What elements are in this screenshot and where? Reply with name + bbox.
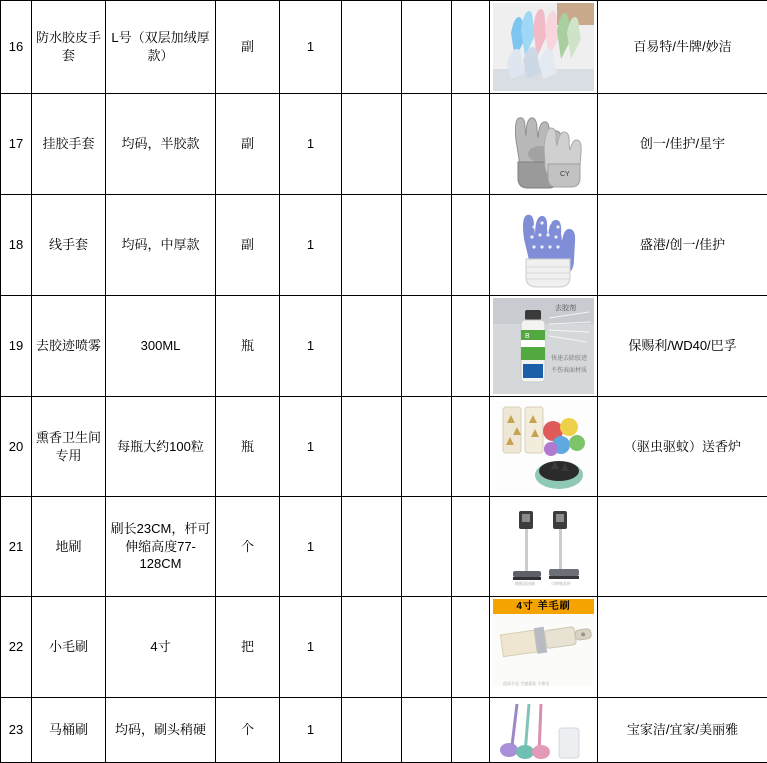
row-spec: 均码，中厚款 bbox=[106, 195, 216, 296]
row-brand bbox=[598, 397, 767, 497]
row-col-g bbox=[452, 1, 490, 94]
row-image-cell bbox=[490, 497, 598, 597]
toilet-brush-photo bbox=[493, 700, 594, 760]
row-col-e bbox=[342, 94, 402, 195]
table-row bbox=[1, 1, 767, 94]
row-col-g bbox=[452, 497, 490, 597]
row-brand: 百易特/牛牌/妙洁 bbox=[598, 1, 767, 94]
row-unit: 把 bbox=[216, 597, 280, 698]
row-col-f bbox=[402, 195, 452, 296]
row-name: 去胶迹喷雾 bbox=[32, 296, 106, 397]
row-image-cell bbox=[490, 94, 598, 195]
row-col-f bbox=[402, 397, 452, 497]
row-col-g bbox=[452, 94, 490, 195]
row-col-e bbox=[342, 698, 402, 763]
table-row bbox=[1, 497, 767, 597]
svg-text:去胶剂: 去胶剂 bbox=[555, 303, 576, 312]
wool-brush-caption: 4寸 羊毛刷 bbox=[493, 599, 594, 614]
row-qty: 1 bbox=[280, 397, 342, 497]
table-row bbox=[1, 698, 767, 763]
row-image-cell bbox=[490, 397, 598, 497]
row-image-cell bbox=[490, 597, 598, 698]
row-unit: 副 bbox=[216, 1, 280, 94]
floor-brush-photo bbox=[493, 507, 594, 587]
row-col-e bbox=[342, 296, 402, 397]
row-image-cell bbox=[490, 296, 598, 397]
row-col-f bbox=[402, 1, 452, 94]
row-qty: 1 bbox=[280, 195, 342, 296]
row-name: 小毛刷 bbox=[32, 597, 106, 698]
row-qty: 1 bbox=[280, 597, 342, 698]
row-col-f bbox=[402, 296, 452, 397]
row-spec: 均码，刷头稍硬 bbox=[106, 698, 216, 763]
row-name: 马桶刷 bbox=[32, 698, 106, 763]
row-col-f bbox=[402, 94, 452, 195]
row-brand bbox=[598, 597, 767, 698]
row-col-g bbox=[452, 296, 490, 397]
row-name: 防水胶皮手套 bbox=[32, 1, 106, 94]
svg-text:优质羊毛 手感柔软 不掉毛: 优质羊毛 手感柔软 不掉毛 bbox=[503, 680, 549, 686]
row-col-f bbox=[402, 597, 452, 698]
row-image-cell bbox=[490, 1, 598, 94]
row-unit: 副 bbox=[216, 94, 280, 195]
row-col-e bbox=[342, 1, 402, 94]
svg-text:CY: CY bbox=[560, 171, 570, 178]
row-index: 21 bbox=[1, 497, 32, 597]
row-image-cell bbox=[490, 195, 598, 296]
wool-brush-photo bbox=[493, 599, 594, 695]
row-col-g bbox=[452, 397, 490, 497]
row-name: 挂胶手套 bbox=[32, 94, 106, 195]
table-row bbox=[1, 94, 767, 195]
row-col-g bbox=[452, 597, 490, 698]
row-col-f bbox=[402, 698, 452, 763]
row-index: 18 bbox=[1, 195, 32, 296]
row-index: 17 bbox=[1, 94, 32, 195]
row-qty: 1 bbox=[280, 1, 342, 94]
row-spec: L号（双层加绒厚款） bbox=[106, 1, 216, 94]
svg-text:可伸缩长杆: 可伸缩长杆 bbox=[551, 580, 571, 586]
row-col-e bbox=[342, 397, 402, 497]
row-qty: 1 bbox=[280, 698, 342, 763]
row-col-e bbox=[342, 195, 402, 296]
row-brand: 保赐利/WD40/巴孚 bbox=[598, 296, 767, 397]
svg-text:不伤表面材质: 不伤表面材质 bbox=[551, 366, 587, 374]
table-row bbox=[1, 597, 767, 698]
table-row bbox=[1, 397, 767, 497]
row-qty: 1 bbox=[280, 94, 342, 195]
rubber-gloves-photo bbox=[493, 3, 594, 91]
svg-text:快速去除胶迹: 快速去除胶迹 bbox=[551, 354, 588, 362]
row-qty: 1 bbox=[280, 296, 342, 397]
row-index: 19 bbox=[1, 296, 32, 397]
row-index: 23 bbox=[1, 698, 32, 763]
row-unit: 副 bbox=[216, 195, 280, 296]
row-unit: 瓶 bbox=[216, 296, 280, 397]
row-spec: 300ML bbox=[106, 296, 216, 397]
row-brand: 盛港/创一/佳护 bbox=[598, 195, 767, 296]
row-col-e bbox=[342, 497, 402, 597]
row-col-f bbox=[402, 497, 452, 597]
row-spec: 每瓶大约100粒 bbox=[106, 397, 216, 497]
row-brand: 创一/佳护/星宇 bbox=[598, 94, 767, 195]
row-name: 线手套 bbox=[32, 195, 106, 296]
adhesive-remover-spray-photo bbox=[493, 298, 594, 394]
row-spec: 4寸 bbox=[106, 597, 216, 698]
cotton-dotted-gloves-photo bbox=[498, 197, 590, 293]
svg-text:地板清洁刷: 地板清洁刷 bbox=[515, 580, 535, 586]
table-row bbox=[1, 195, 767, 296]
row-brand: 宝家洁/宜家/美丽雅 bbox=[598, 698, 767, 763]
row-spec: 均码，半胶款 bbox=[106, 94, 216, 195]
row-unit: 瓶 bbox=[216, 397, 280, 497]
table-row bbox=[1, 296, 767, 397]
row-spec: 刷长23CM，杆可伸缩高度77-128CM bbox=[106, 497, 216, 597]
row-brand-text: （驱虫驱蚊）送香炉 bbox=[624, 439, 741, 454]
row-col-e bbox=[342, 597, 402, 698]
row-col-g bbox=[452, 698, 490, 763]
row-brand bbox=[598, 497, 767, 597]
row-index: 22 bbox=[1, 597, 32, 698]
row-col-g bbox=[452, 195, 490, 296]
row-name: 熏香卫生间专用 bbox=[32, 397, 106, 497]
svg-text:B: B bbox=[525, 333, 530, 340]
row-name: 地刷 bbox=[32, 497, 106, 597]
coated-work-gloves-photo bbox=[498, 96, 590, 192]
row-qty: 1 bbox=[280, 497, 342, 597]
row-image-cell bbox=[490, 698, 598, 763]
row-unit: 个 bbox=[216, 497, 280, 597]
row-index: 16 bbox=[1, 1, 32, 94]
row-index: 20 bbox=[1, 397, 32, 497]
incense-cones-and-burner-photo bbox=[493, 401, 594, 493]
row-unit: 个 bbox=[216, 698, 280, 763]
